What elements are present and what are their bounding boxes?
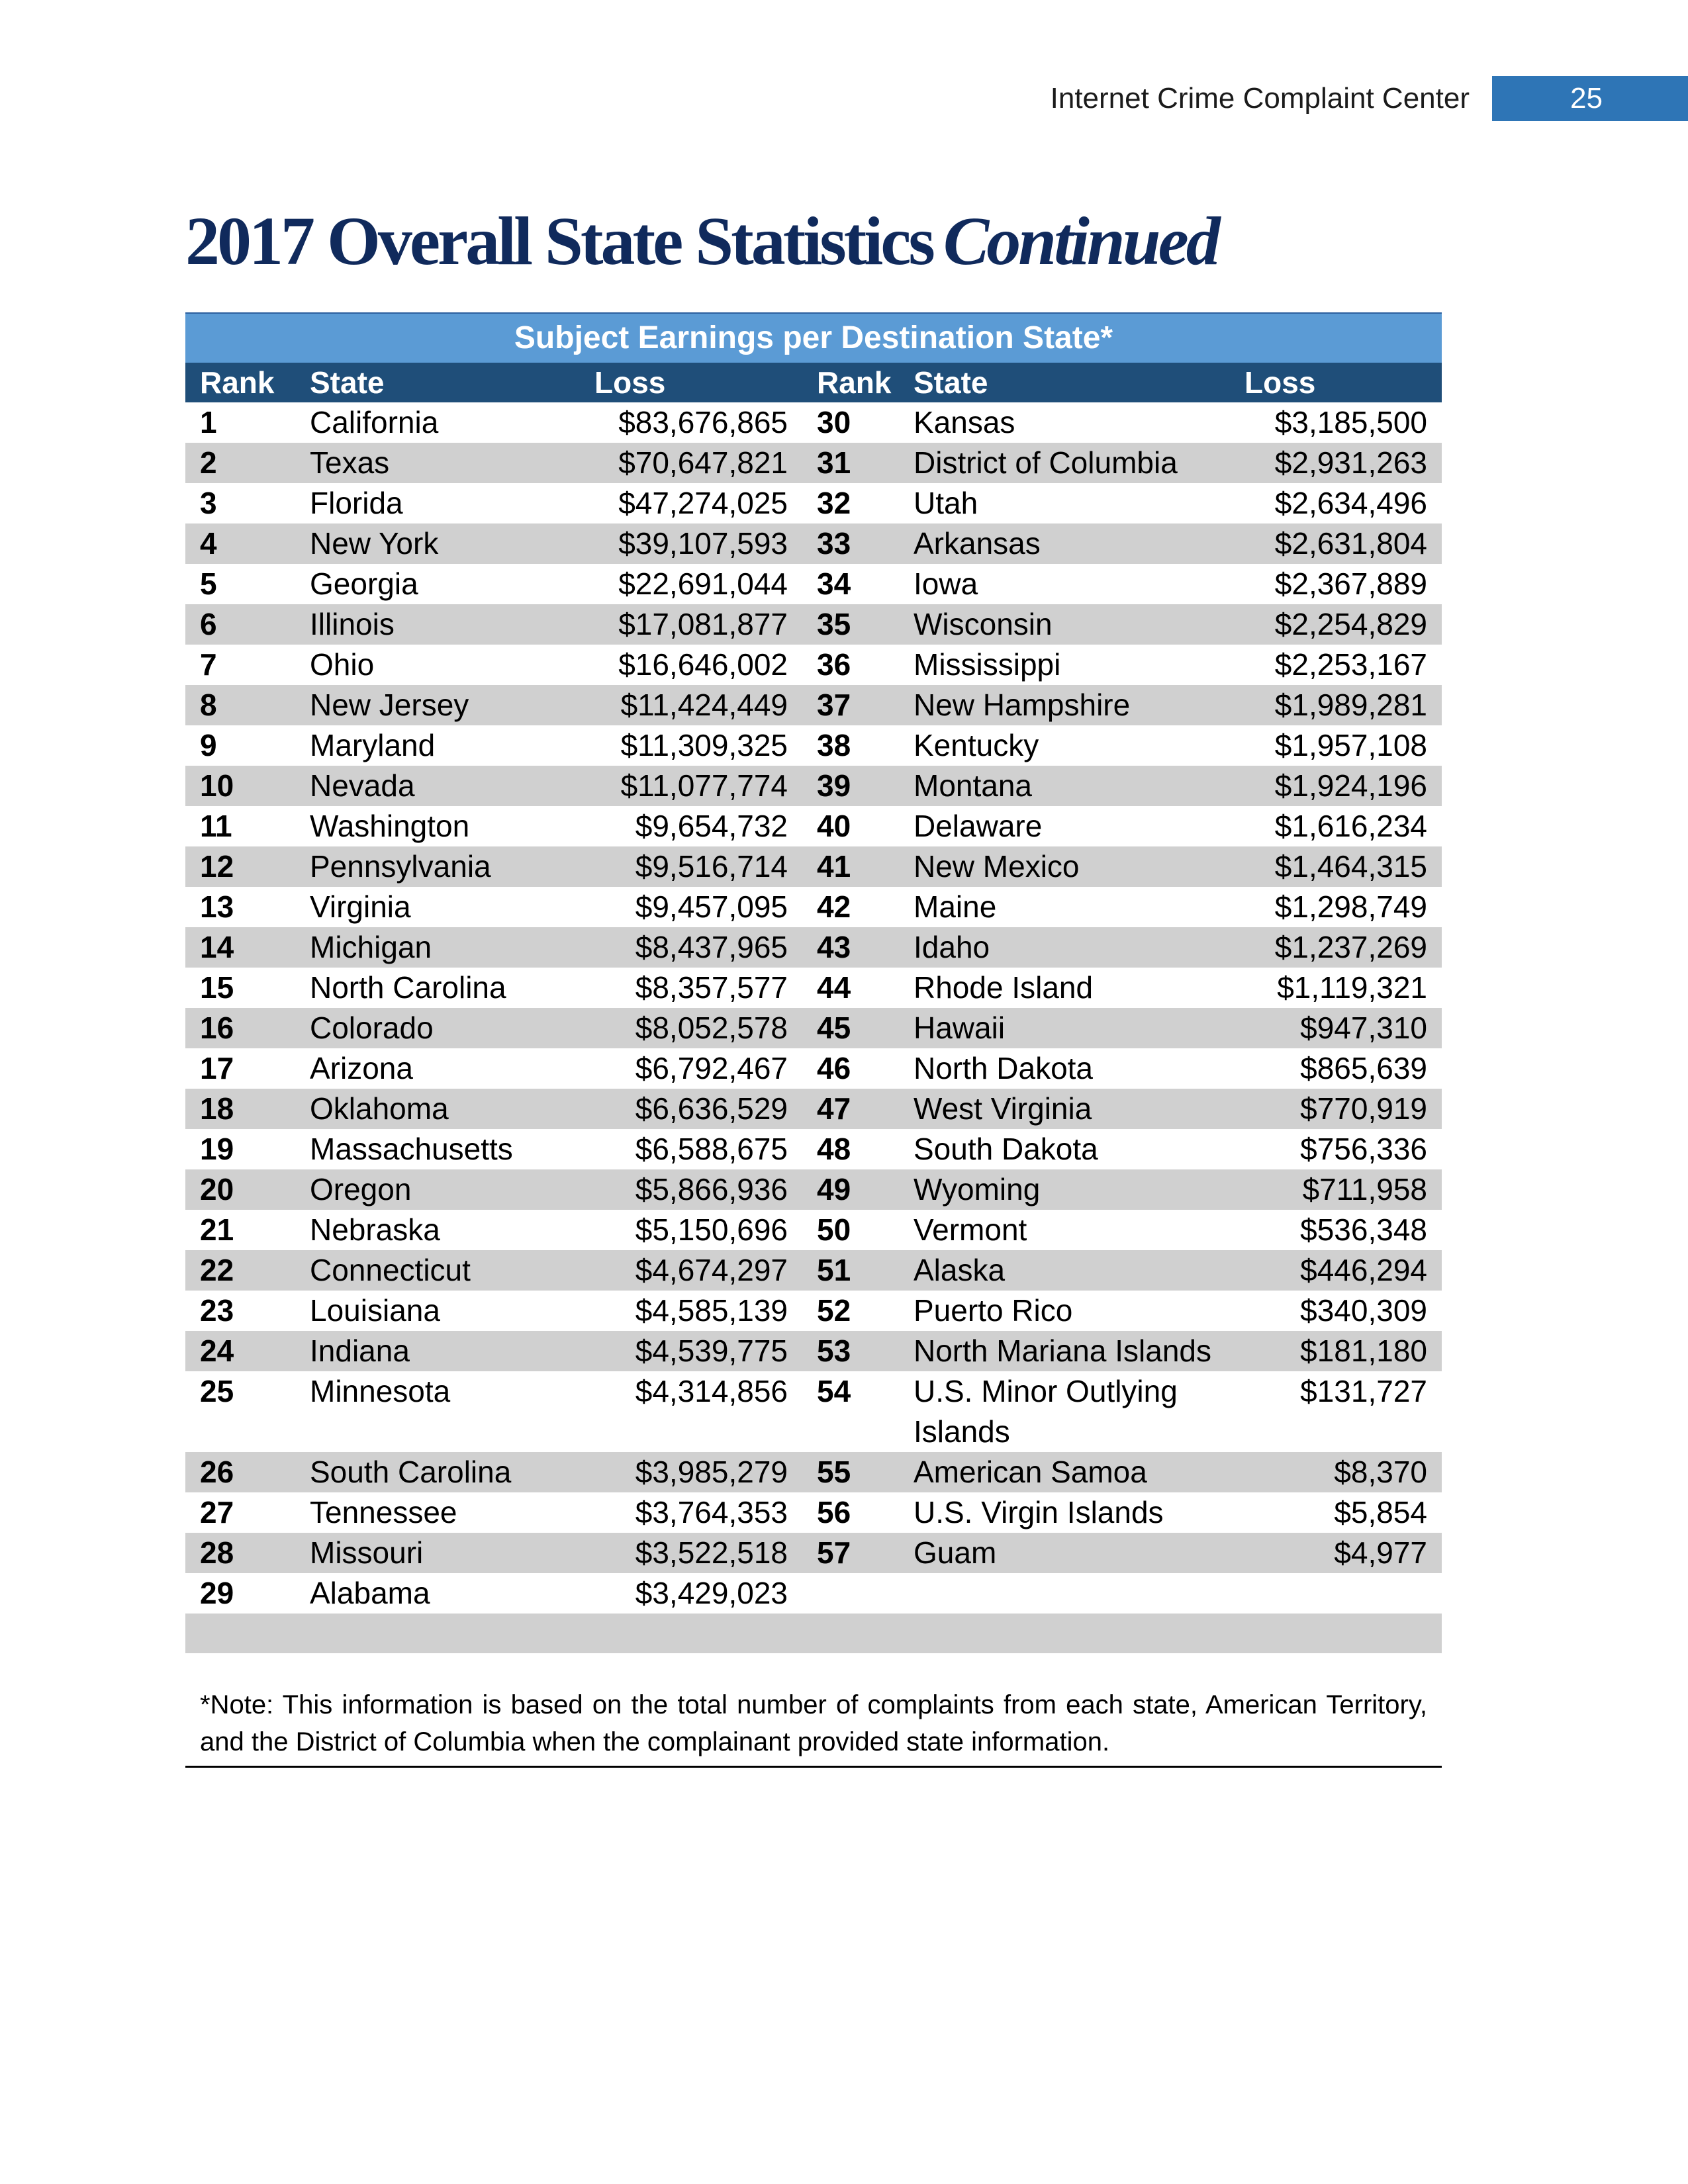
state-cell: Delaware bbox=[914, 809, 1043, 843]
table-row bbox=[185, 685, 1442, 725]
loss-cell: $2,253,167 bbox=[1274, 647, 1428, 682]
rank-cell: 14 bbox=[185, 927, 295, 968]
rank-cell: 12 bbox=[185, 846, 295, 887]
loss-cell: $2,634,496 bbox=[1274, 486, 1428, 520]
state-cell: Indiana bbox=[295, 1331, 580, 1371]
page-title-main: 2017 Overall State Statistics bbox=[185, 203, 933, 279]
state-cell: Arizona bbox=[310, 1051, 413, 1085]
state-cell: Idaho bbox=[899, 927, 1230, 968]
table-row bbox=[185, 1048, 1442, 1089]
state-cell: Pennsylvania bbox=[295, 846, 580, 887]
loss-cell: $770,919 bbox=[1230, 1089, 1442, 1129]
loss-cell: $3,522,518 bbox=[580, 1533, 802, 1573]
rank-cell: 29 bbox=[200, 1576, 234, 1610]
loss-cell: $8,357,577 bbox=[635, 970, 788, 1005]
loss-cell: $6,792,467 bbox=[635, 1051, 788, 1085]
loss-cell: $17,081,877 bbox=[580, 604, 802, 645]
table-row bbox=[185, 483, 1442, 523]
header-label: Internet Crime Complaint Center bbox=[1050, 82, 1470, 114]
loss-cell: $2,254,829 bbox=[1230, 604, 1442, 645]
rank-cell: 37 bbox=[802, 685, 899, 725]
table-row bbox=[185, 1250, 1442, 1291]
rank-cell: 7 bbox=[200, 647, 217, 682]
table-body bbox=[185, 402, 1442, 1653]
state-cell: Virginia bbox=[310, 889, 411, 924]
loss-cell: $4,585,139 bbox=[635, 1293, 788, 1328]
rank-cell: 47 bbox=[802, 1089, 899, 1129]
state-cell: Connecticut bbox=[295, 1250, 580, 1291]
rank-cell: 10 bbox=[185, 766, 295, 806]
rank-cell: 24 bbox=[185, 1331, 295, 1371]
loss-cell: $1,237,269 bbox=[1230, 927, 1442, 968]
table-row bbox=[185, 564, 1442, 604]
state-cell: Hawaii bbox=[899, 1008, 1230, 1048]
loss-cell: $4,674,297 bbox=[580, 1250, 802, 1291]
rank-cell: 57 bbox=[802, 1533, 899, 1573]
table-row bbox=[185, 1371, 1442, 1452]
state-cell: Georgia bbox=[310, 567, 418, 601]
table-spacer-cell bbox=[185, 1614, 1442, 1653]
state-cell: Washington bbox=[310, 809, 470, 843]
loss-cell: $2,367,889 bbox=[1274, 567, 1428, 601]
state-cell: Maryland bbox=[310, 728, 436, 762]
loss-cell: $22,691,044 bbox=[618, 567, 788, 601]
rank-cell: 35 bbox=[802, 604, 899, 645]
state-cell bbox=[899, 1573, 1230, 1614]
rank-cell: 39 bbox=[802, 766, 899, 806]
rank-cell: 42 bbox=[817, 889, 851, 924]
loss-cell: $11,424,449 bbox=[580, 685, 802, 725]
table-row bbox=[185, 443, 1442, 483]
rank-cell: 5 bbox=[200, 567, 217, 601]
state-cell: Vermont bbox=[914, 1212, 1027, 1247]
loss-cell: $70,647,821 bbox=[580, 443, 802, 483]
rank-cell: 1 bbox=[200, 405, 217, 439]
column-header-rank: Rank bbox=[802, 363, 899, 402]
rank-cell: 33 bbox=[802, 523, 899, 564]
rank-cell: 49 bbox=[802, 1169, 899, 1210]
rank-cell: 3 bbox=[200, 486, 217, 520]
loss-cell: $536,348 bbox=[1300, 1212, 1428, 1247]
table-row bbox=[185, 402, 1442, 443]
table-row bbox=[185, 1008, 1442, 1048]
column-header-state: State bbox=[899, 363, 1230, 402]
rank-cell: 41 bbox=[802, 846, 899, 887]
state-cell: Illinois bbox=[295, 604, 580, 645]
loss-cell: $5,150,696 bbox=[635, 1212, 788, 1247]
rank-cell: 19 bbox=[200, 1132, 234, 1166]
loss-cell bbox=[1230, 1573, 1442, 1614]
state-cell: New Hampshire bbox=[899, 685, 1230, 725]
loss-cell: $1,464,315 bbox=[1230, 846, 1442, 887]
rank-cell: 23 bbox=[200, 1293, 234, 1328]
state-statistics-table bbox=[185, 312, 1442, 1653]
state-cell: Mississippi bbox=[914, 647, 1061, 682]
state-cell: Puerto Rico bbox=[914, 1293, 1073, 1328]
table-row bbox=[185, 645, 1442, 685]
state-cell: U.S. Minor Outlying Islands bbox=[914, 1374, 1178, 1449]
table-caption: Subject Earnings per Destination State* bbox=[185, 313, 1442, 363]
state-cell: Guam bbox=[899, 1533, 1230, 1573]
loss-cell: $11,077,774 bbox=[580, 766, 802, 806]
state-cell: Missouri bbox=[295, 1533, 580, 1573]
page-title-emphasis: Continued bbox=[943, 203, 1218, 279]
rank-cell: 21 bbox=[200, 1212, 234, 1247]
loss-cell: $181,180 bbox=[1230, 1331, 1442, 1371]
loss-cell: $131,727 bbox=[1300, 1374, 1428, 1408]
table-row bbox=[185, 806, 1442, 846]
table-row bbox=[185, 1291, 1442, 1331]
table-row bbox=[185, 968, 1442, 1008]
state-cell: Michigan bbox=[295, 927, 580, 968]
state-cell: Wyoming bbox=[899, 1169, 1230, 1210]
table-row bbox=[185, 1492, 1442, 1533]
rank-cell: 51 bbox=[802, 1250, 899, 1291]
table-caption-row bbox=[185, 313, 1442, 363]
table-row bbox=[185, 766, 1442, 806]
loss-cell: $4,314,856 bbox=[635, 1374, 788, 1408]
table-row bbox=[185, 1331, 1442, 1371]
state-cell: Texas bbox=[295, 443, 580, 483]
rank-cell: 56 bbox=[817, 1495, 851, 1529]
state-cell: New Mexico bbox=[899, 846, 1230, 887]
state-cell: Alaska bbox=[899, 1250, 1230, 1291]
state-cell: California bbox=[310, 405, 439, 439]
rank-cell: 48 bbox=[817, 1132, 851, 1166]
loss-cell: $340,309 bbox=[1300, 1293, 1428, 1328]
rank-cell: 52 bbox=[817, 1293, 851, 1328]
state-cell: Kansas bbox=[914, 405, 1015, 439]
loss-cell: $3,429,023 bbox=[635, 1576, 788, 1610]
loss-cell: $1,924,196 bbox=[1230, 766, 1442, 806]
rank-cell: 11 bbox=[200, 809, 232, 843]
table-row bbox=[185, 1089, 1442, 1129]
state-cell: Oregon bbox=[295, 1169, 580, 1210]
rank-cell: 20 bbox=[185, 1169, 295, 1210]
column-header-rank: Rank bbox=[185, 363, 295, 402]
rank-cell: 36 bbox=[817, 647, 851, 682]
rank-cell: 2 bbox=[185, 443, 295, 483]
loss-cell: $4,977 bbox=[1230, 1533, 1442, 1573]
table-row bbox=[185, 1452, 1442, 1492]
rank-cell: 25 bbox=[200, 1374, 234, 1408]
state-cell: South Carolina bbox=[295, 1452, 580, 1492]
table-spacer-row bbox=[185, 1614, 1442, 1653]
loss-cell: $5,854 bbox=[1334, 1495, 1428, 1529]
rank-cell: 40 bbox=[817, 809, 851, 843]
loss-cell: $8,052,578 bbox=[580, 1008, 802, 1048]
rank-cell: 18 bbox=[185, 1089, 295, 1129]
state-cell: North Dakota bbox=[914, 1051, 1094, 1085]
loss-cell: $83,676,865 bbox=[618, 405, 788, 439]
loss-cell: $16,646,002 bbox=[618, 647, 788, 682]
state-cell: South Dakota bbox=[914, 1132, 1098, 1166]
loss-cell: $5,866,936 bbox=[580, 1169, 802, 1210]
loss-cell: $865,639 bbox=[1300, 1051, 1428, 1085]
state-cell: Oklahoma bbox=[295, 1089, 580, 1129]
rank-cell: 4 bbox=[185, 523, 295, 564]
rank-cell: 27 bbox=[200, 1495, 234, 1529]
loss-cell: $9,654,732 bbox=[635, 809, 788, 843]
table-header-row bbox=[185, 363, 1442, 402]
table-row bbox=[185, 1210, 1442, 1250]
rank-cell: 50 bbox=[817, 1212, 851, 1247]
table-footnote: *Note: This information is based on the total number of complaints from each state, American Territory, and the District of Columbia when the complainant provided state information. bbox=[185, 1686, 1442, 1768]
loss-cell: $711,958 bbox=[1230, 1169, 1442, 1210]
loss-cell: $9,516,714 bbox=[580, 846, 802, 887]
state-cell: Colorado bbox=[295, 1008, 580, 1048]
state-cell: Louisiana bbox=[310, 1293, 440, 1328]
loss-cell: $4,539,775 bbox=[580, 1331, 802, 1371]
loss-cell: $947,310 bbox=[1230, 1008, 1442, 1048]
table-row bbox=[185, 1129, 1442, 1169]
loss-cell: $9,457,095 bbox=[635, 889, 788, 924]
state-cell: Iowa bbox=[914, 567, 978, 601]
rank-cell bbox=[802, 1573, 899, 1614]
loss-cell: $1,957,108 bbox=[1274, 728, 1428, 762]
loss-cell: $8,370 bbox=[1230, 1452, 1442, 1492]
state-cell: Utah bbox=[914, 486, 978, 520]
rank-cell: 53 bbox=[802, 1331, 899, 1371]
rank-cell: 54 bbox=[817, 1374, 851, 1408]
state-cell: American Samoa bbox=[899, 1452, 1230, 1492]
table-row bbox=[185, 725, 1442, 766]
rank-cell: 26 bbox=[185, 1452, 295, 1492]
loss-cell: $2,631,804 bbox=[1230, 523, 1442, 564]
rank-cell: 31 bbox=[802, 443, 899, 483]
loss-cell: $6,588,675 bbox=[635, 1132, 788, 1166]
loss-cell: $1,298,749 bbox=[1274, 889, 1428, 924]
state-cell: West Virginia bbox=[899, 1089, 1230, 1129]
state-cell: Maine bbox=[914, 889, 997, 924]
state-cell: North Mariana Islands bbox=[899, 1331, 1230, 1371]
state-cell: New York bbox=[295, 523, 580, 564]
rank-cell: 43 bbox=[802, 927, 899, 968]
state-cell: Kentucky bbox=[914, 728, 1039, 762]
state-cell: Alabama bbox=[310, 1576, 430, 1610]
state-cell: Minnesota bbox=[310, 1374, 451, 1408]
loss-cell: $39,107,593 bbox=[580, 523, 802, 564]
state-cell: Ohio bbox=[310, 647, 375, 682]
rank-cell: 16 bbox=[185, 1008, 295, 1048]
loss-cell: $47,274,025 bbox=[618, 486, 788, 520]
state-cell: Tennessee bbox=[310, 1495, 457, 1529]
loss-cell: $1,616,234 bbox=[1274, 809, 1428, 843]
loss-cell: $446,294 bbox=[1230, 1250, 1442, 1291]
loss-cell: $3,764,353 bbox=[635, 1495, 788, 1529]
loss-cell: $1,989,281 bbox=[1230, 685, 1442, 725]
table-row bbox=[185, 1573, 1442, 1614]
rank-cell: 6 bbox=[185, 604, 295, 645]
state-cell: District of Columbia bbox=[899, 443, 1230, 483]
loss-cell: $1,119,321 bbox=[1277, 970, 1428, 1005]
state-cell: Massachusetts bbox=[310, 1132, 513, 1166]
rank-cell: 34 bbox=[817, 567, 851, 601]
page-title bbox=[185, 199, 1218, 285]
table-row bbox=[185, 887, 1442, 927]
loss-cell: $6,636,529 bbox=[580, 1089, 802, 1129]
state-cell: New Jersey bbox=[295, 685, 580, 725]
loss-cell: $3,185,500 bbox=[1274, 405, 1428, 439]
state-cell: North Carolina bbox=[310, 970, 506, 1005]
state-cell: Nevada bbox=[295, 766, 580, 806]
state-cell: Arkansas bbox=[899, 523, 1230, 564]
rank-cell: 44 bbox=[817, 970, 851, 1005]
state-cell: Montana bbox=[899, 766, 1230, 806]
table-row bbox=[185, 523, 1442, 564]
rank-cell: 30 bbox=[817, 405, 851, 439]
loss-cell: $3,985,279 bbox=[580, 1452, 802, 1492]
rank-cell: 22 bbox=[185, 1250, 295, 1291]
rank-cell: 9 bbox=[200, 728, 217, 762]
rank-cell: 28 bbox=[185, 1533, 295, 1573]
rank-cell: 17 bbox=[200, 1051, 234, 1085]
rank-cell: 32 bbox=[817, 486, 851, 520]
table-row bbox=[185, 1533, 1442, 1573]
table-row bbox=[185, 846, 1442, 887]
column-header-loss: Loss bbox=[580, 363, 802, 402]
page-number: 25 bbox=[1492, 76, 1688, 121]
rank-cell: 46 bbox=[817, 1051, 851, 1085]
column-header-loss: Loss bbox=[1230, 363, 1442, 402]
rank-cell: 15 bbox=[200, 970, 234, 1005]
state-cell: Wisconsin bbox=[899, 604, 1230, 645]
state-cell: Nebraska bbox=[310, 1212, 440, 1247]
table-row bbox=[185, 604, 1442, 645]
state-cell: Rhode Island bbox=[914, 970, 1094, 1005]
running-header bbox=[0, 76, 1688, 122]
column-header-state: State bbox=[295, 363, 580, 402]
state-cell: Florida bbox=[310, 486, 403, 520]
rank-cell: 45 bbox=[802, 1008, 899, 1048]
loss-cell: $2,931,263 bbox=[1230, 443, 1442, 483]
rank-cell: 38 bbox=[817, 728, 851, 762]
state-cell: U.S. Virgin Islands bbox=[914, 1495, 1164, 1529]
rank-cell: 13 bbox=[200, 889, 234, 924]
loss-cell: $8,437,965 bbox=[580, 927, 802, 968]
rank-cell: 8 bbox=[185, 685, 295, 725]
loss-cell: $11,309,325 bbox=[620, 728, 788, 762]
table-row bbox=[185, 927, 1442, 968]
loss-cell: $756,336 bbox=[1300, 1132, 1428, 1166]
table-row bbox=[185, 1169, 1442, 1210]
rank-cell: 55 bbox=[802, 1452, 899, 1492]
